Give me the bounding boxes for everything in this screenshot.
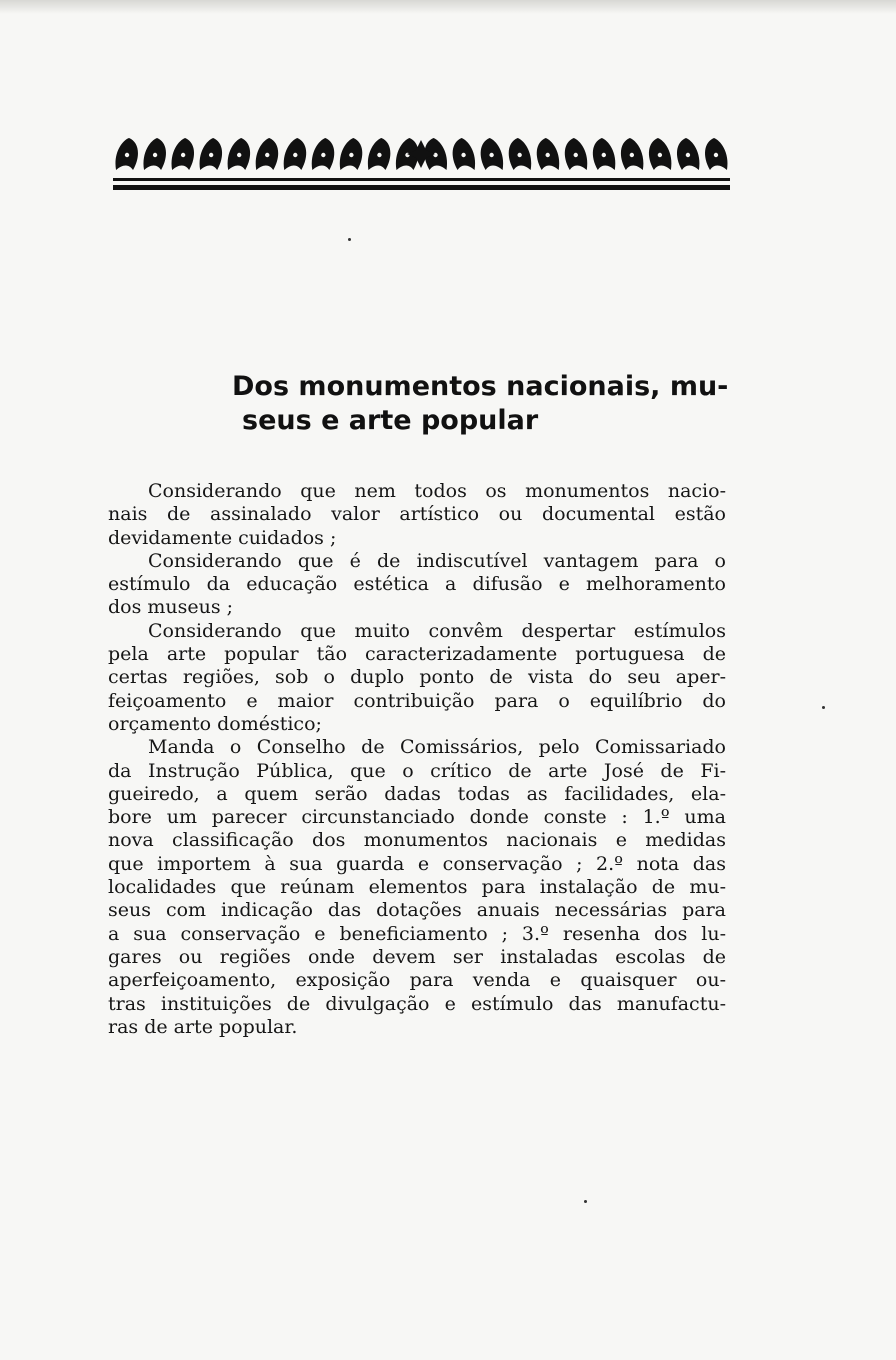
title-line-2: seus e arte popular (242, 405, 539, 436)
vine-leaf-dot (546, 153, 550, 157)
vine-leaf-dot (209, 153, 213, 157)
text-line: feiçoamento e maior contribuição para o equilíbrio do (108, 689, 726, 712)
text-line: nais de assinalado valor artístico ou documental estão (108, 503, 726, 526)
text-line: estímulo da educação estética a difusão e melhoramento (108, 573, 726, 596)
paragraph-1 (108, 480, 726, 550)
text-line: que importem à sua guarda e conservação ; 2.º nota das (108, 852, 726, 875)
text-line: aperfeiçoamento, exposição para venda e quaisquer ou- (108, 969, 726, 992)
vine-leaf-dot (265, 153, 269, 157)
vine-leaf-dot (574, 153, 578, 157)
text-line: localidades que reúnam elementos para instalação de mu- (108, 876, 726, 899)
vine-leaf-dot (630, 153, 634, 157)
vine-leaf-dot (181, 153, 185, 157)
text-line: certas regiões, sob o duplo ponto de vista do seu aper- (108, 666, 726, 689)
text-line: nova classificação dos monumentos nacionais e medidas (108, 829, 726, 852)
text-line: da Instrução Pública, que o crítico de arte José de Fi- (108, 759, 726, 782)
text-line: devidamente cuidados ; (108, 526, 337, 549)
text-line: tras instituições de divulgação e estímulo das manufactu- (108, 992, 726, 1015)
text-line: dos museus ; (108, 596, 234, 619)
text-line: ras de arte popular. (108, 1015, 298, 1038)
text-line: gares ou regiões onde devem ser instaladas escolas de (108, 945, 726, 968)
vine-leaf-dot (602, 153, 606, 157)
text-line: Considerando que nem todos os monumentos nacio- (148, 480, 726, 502)
vine-leaf-dot (433, 153, 437, 157)
vine-leaf-dot (377, 153, 381, 157)
vine-leaf-dot (153, 153, 157, 157)
decorative-vine-band-icon (113, 130, 730, 192)
vine-leaf-dot (461, 153, 465, 157)
page-title (232, 370, 732, 438)
title-line-1: Dos monumentos nacionais, mu- (232, 371, 729, 402)
text-line: a sua conservação e beneficiamento ; 3.º resenha dos lu- (108, 922, 726, 945)
vine-leaf-dot (714, 153, 718, 157)
text-line: seus com indicação das dotações anuais necessárias para (108, 899, 726, 922)
text-line: Manda o Conselho de Comissários, pelo Comissariado (148, 736, 726, 759)
paragraph-4 (108, 736, 726, 1039)
page-edge-shadow (0, 0, 896, 14)
text-line: bore um parecer circunstanciado donde conste : 1.º uma (108, 806, 726, 829)
vine-leaf-dot (517, 153, 521, 157)
vine-leaf-dot (237, 153, 241, 157)
vine-leaf-dot (489, 153, 493, 157)
text-line: pela arte popular tão caracterizadamente portuguesa de (108, 643, 726, 666)
vine-leaf-dot (349, 153, 353, 157)
text-line: Considerando que muito convêm despertar estímulos (148, 619, 726, 642)
paragraph-3 (108, 620, 726, 736)
ink-speck (584, 1200, 587, 1203)
vine-leaf-dot (658, 153, 662, 157)
vine-leaf-dot (686, 153, 690, 157)
text-line: gueiredo, a quem serão dadas todas as facilidades, ela- (108, 782, 726, 805)
vine-leaf-dot (293, 153, 297, 157)
vine-leaf-dot (321, 153, 325, 157)
vine-leaf-dot (125, 153, 129, 157)
ink-speck (348, 238, 351, 241)
text-line: orçamento doméstico; (108, 712, 322, 735)
ink-speck (822, 706, 825, 709)
decree-body (108, 480, 726, 1039)
paragraph-2 (108, 550, 726, 620)
text-line: Considerando que é de indiscutível vantagem para o (148, 549, 726, 572)
